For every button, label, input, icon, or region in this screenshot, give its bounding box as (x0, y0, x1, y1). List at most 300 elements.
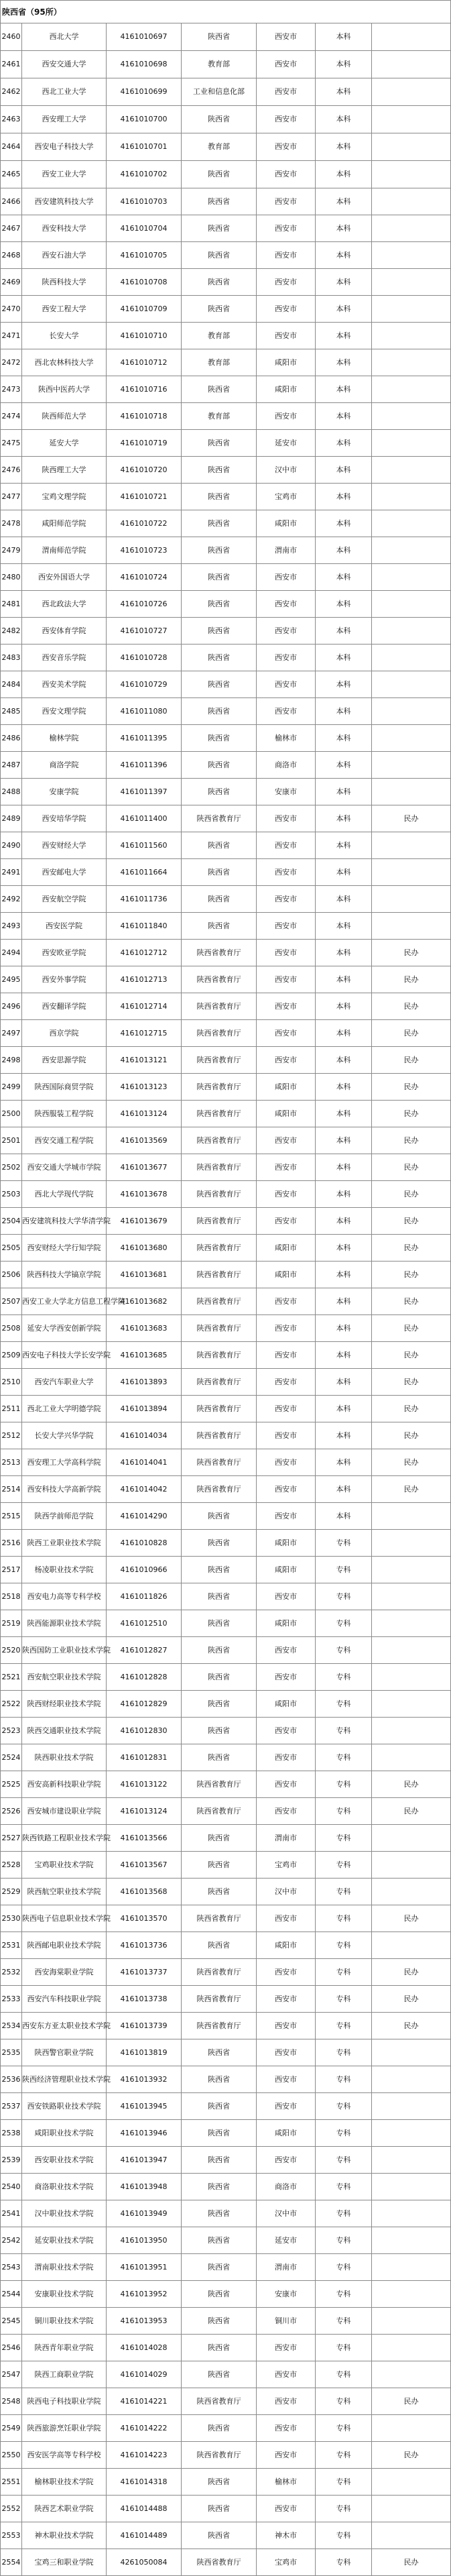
education-level-cell: 本科 (316, 698, 372, 725)
supervising-dept-cell: 陕西省教育厅 (182, 1396, 257, 1422)
city-cell: 咸阳市 (257, 376, 316, 403)
school-name-cell: 西安建筑科技大学 (22, 188, 107, 215)
remark-cell (372, 2093, 451, 2120)
education-level-cell: 本科 (316, 1208, 372, 1235)
supervising-dept-cell: 陕西省教育厅 (182, 1154, 257, 1181)
row-index-cell: 2535 (1, 2039, 22, 2066)
school-code-cell: 4161013739 (107, 2013, 182, 2039)
row-index-cell: 2476 (1, 457, 22, 484)
school-code-cell: 4161012830 (107, 1718, 182, 1744)
education-level-cell: 专科 (316, 1610, 372, 1637)
education-level-cell: 本科 (316, 1047, 372, 1074)
table-row (1, 1181, 451, 1208)
education-level-cell: 本科 (316, 457, 372, 484)
remark-cell (372, 1583, 451, 1610)
education-level-cell: 专科 (316, 2147, 372, 2174)
row-index-cell: 2480 (1, 564, 22, 591)
supervising-dept-cell: 陕西省 (182, 1744, 257, 1771)
remark-cell: 民办 (372, 1905, 451, 1932)
supervising-dept-cell: 陕西省 (182, 2066, 257, 2093)
remark-cell (372, 2147, 451, 2174)
table-row (1, 993, 451, 1020)
school-code-cell: 4161013677 (107, 1154, 182, 1181)
supervising-dept-cell: 陕西省 (182, 23, 257, 51)
supervising-dept-cell: 陕西省 (182, 618, 257, 645)
supervising-dept-cell: 陕西省 (182, 645, 257, 671)
supervising-dept-cell: 陕西省 (182, 671, 257, 698)
city-cell: 榆林市 (257, 2469, 316, 2496)
remark-cell (372, 1610, 451, 1637)
supervising-dept-cell: 陕西省 (182, 591, 257, 618)
school-name-cell: 西安科技大学高新学院 (22, 1476, 107, 1503)
school-code-cell: 4161010722 (107, 510, 182, 537)
city-cell: 汉中市 (257, 1879, 316, 1905)
supervising-dept-cell: 陕西省 (182, 2281, 257, 2308)
education-level-cell: 专科 (316, 2039, 372, 2066)
education-level-cell: 专科 (316, 2442, 372, 2469)
school-name-cell: 榆林学院 (22, 725, 107, 752)
school-name-cell: 渭南职业技术学院 (22, 2254, 107, 2281)
supervising-dept-cell: 陕西省 (182, 269, 257, 296)
remark-cell (372, 913, 451, 940)
row-index-cell: 2462 (1, 78, 22, 106)
school-code-cell: 4161013894 (107, 1396, 182, 1422)
row-index-cell: 2527 (1, 1825, 22, 1852)
city-cell: 西安市 (257, 133, 316, 161)
row-index-cell: 2482 (1, 618, 22, 645)
supervising-dept-cell: 陕西省 (182, 886, 257, 913)
city-cell: 西安市 (257, 1449, 316, 1476)
remark-cell (372, 1637, 451, 1664)
school-name-cell: 西安城市建设职业学院 (22, 1798, 107, 1825)
school-code-cell: 4161012715 (107, 1020, 182, 1047)
remark-cell (372, 1825, 451, 1852)
school-code-cell: 4161010702 (107, 161, 182, 188)
table-row (1, 2522, 451, 2549)
row-index-cell: 2533 (1, 1986, 22, 2013)
table-row (1, 1986, 451, 2013)
supervising-dept-cell: 陕西省教育厅 (182, 1235, 257, 1262)
city-cell: 咸阳市 (257, 2120, 316, 2147)
table-row (1, 1905, 451, 1932)
school-name-cell: 陕西国际商贸学院 (22, 1074, 107, 1101)
remark-cell: 民办 (372, 1074, 451, 1101)
row-index-cell: 2499 (1, 1074, 22, 1101)
school-code-cell: 4161011080 (107, 698, 182, 725)
table-row (1, 779, 451, 805)
school-code-cell: 4161014029 (107, 2361, 182, 2388)
supervising-dept-cell: 陕西省 (182, 2093, 257, 2120)
school-code-cell: 4161010721 (107, 484, 182, 510)
school-code-cell: 4161013568 (107, 1879, 182, 1905)
school-name-cell: 西安高新科技职业学院 (22, 1771, 107, 1798)
education-level-cell: 专科 (316, 2013, 372, 2039)
education-level-cell: 专科 (316, 1530, 372, 1557)
school-name-cell: 汉中职业技术学院 (22, 2200, 107, 2227)
remark-cell (372, 1557, 451, 1583)
remark-cell (372, 2174, 451, 2200)
row-index-cell: 2517 (1, 1557, 22, 1583)
supervising-dept-cell: 陕西省 (182, 698, 257, 725)
supervising-dept-cell: 陕西省 (182, 242, 257, 269)
education-level-cell: 专科 (316, 2415, 372, 2442)
school-name-cell: 陕西艺术职业学院 (22, 2496, 107, 2522)
supervising-dept-cell: 陕西省 (182, 1932, 257, 1959)
city-cell: 西安市 (257, 1315, 316, 1342)
remark-cell: 民办 (372, 1020, 451, 1047)
city-cell: 西安市 (257, 2066, 316, 2093)
supervising-dept-cell: 陕西省教育厅 (182, 1449, 257, 1476)
education-level-cell: 专科 (316, 2308, 372, 2335)
school-code-cell: 4161011395 (107, 725, 182, 752)
city-cell: 西安市 (257, 913, 316, 940)
row-index-cell: 2539 (1, 2147, 22, 2174)
city-cell: 西安市 (257, 805, 316, 832)
supervising-dept-cell: 陕西省 (182, 2308, 257, 2335)
row-index-cell: 2485 (1, 698, 22, 725)
supervising-dept-cell: 教育部 (182, 349, 257, 376)
school-code-cell: 4161014318 (107, 2469, 182, 2496)
row-index-cell: 2491 (1, 859, 22, 886)
row-index-cell: 2477 (1, 484, 22, 510)
school-name-cell: 延安大学 (22, 430, 107, 457)
table-row (1, 1127, 451, 1154)
remark-cell (372, 215, 451, 242)
school-name-cell: 西安理工大学高科学院 (22, 1449, 107, 1476)
city-cell: 西安市 (257, 2388, 316, 2415)
school-code-cell: 4161010709 (107, 296, 182, 323)
remark-cell (372, 2469, 451, 2496)
table-row (1, 1530, 451, 1557)
city-cell: 西安市 (257, 1047, 316, 1074)
city-cell: 西安市 (257, 1422, 316, 1449)
education-level-cell: 本科 (316, 296, 372, 323)
school-name-cell: 西安思源学院 (22, 1047, 107, 1074)
city-cell: 西安市 (257, 966, 316, 993)
table-row (1, 2335, 451, 2361)
supervising-dept-cell: 陕西省 (182, 2174, 257, 2200)
table-row (1, 1610, 451, 1637)
education-level-cell: 专科 (316, 1825, 372, 1852)
school-code-cell: 4161010703 (107, 188, 182, 215)
table-row (1, 2200, 451, 2227)
education-level-cell: 本科 (316, 269, 372, 296)
table-row (1, 564, 451, 591)
row-index-cell: 2542 (1, 2227, 22, 2254)
supervising-dept-cell: 陕西省 (182, 1852, 257, 1879)
supervising-dept-cell: 陕西省 (182, 161, 257, 188)
city-cell: 宝鸡市 (257, 2549, 316, 2576)
school-name-cell: 西安电子科技大学长安学院 (22, 1342, 107, 1369)
education-level-cell: 本科 (316, 242, 372, 269)
table-row (1, 2120, 451, 2147)
table-row (1, 725, 451, 752)
school-code-cell: 4161010728 (107, 645, 182, 671)
school-name-cell: 陕西经济管理职业技术学院 (22, 2066, 107, 2093)
school-name-cell: 陕西工商职业学院 (22, 2361, 107, 2388)
school-name-cell: 延安职业技术学院 (22, 2227, 107, 2254)
school-name-cell: 陕西理工大学 (22, 457, 107, 484)
table-row (1, 1798, 451, 1825)
remark-cell (372, 296, 451, 323)
table-row (1, 133, 451, 161)
school-name-cell: 宝鸡文理学院 (22, 484, 107, 510)
city-cell: 西安市 (257, 1154, 316, 1181)
remark-cell (372, 78, 451, 106)
row-index-cell: 2546 (1, 2335, 22, 2361)
school-code-cell: 4161014488 (107, 2496, 182, 2522)
school-code-cell: 4161011396 (107, 752, 182, 779)
supervising-dept-cell: 陕西省教育厅 (182, 1476, 257, 1503)
remark-cell (372, 832, 451, 859)
table-row (1, 2361, 451, 2388)
school-code-cell: 4161013893 (107, 1369, 182, 1396)
city-cell: 咸阳市 (257, 510, 316, 537)
school-name-cell: 延安大学西安创新学院 (22, 1315, 107, 1342)
school-name-cell: 西安医学高等专科学校 (22, 2442, 107, 2469)
supervising-dept-cell: 教育部 (182, 323, 257, 349)
supervising-dept-cell: 陕西省 (182, 564, 257, 591)
supervising-dept-cell: 陕西省 (182, 1530, 257, 1557)
supervising-dept-cell: 陕西省教育厅 (182, 1959, 257, 1986)
remark-cell (372, 2200, 451, 2227)
supervising-dept-cell: 陕西省 (182, 1637, 257, 1664)
row-index-cell: 2519 (1, 1610, 22, 1637)
row-index-cell: 2540 (1, 2174, 22, 2200)
remark-cell: 民办 (372, 1798, 451, 1825)
education-level-cell: 本科 (316, 1235, 372, 1262)
education-level-cell: 本科 (316, 1342, 372, 1369)
row-index-cell: 2520 (1, 1637, 22, 1664)
supervising-dept-cell: 教育部 (182, 133, 257, 161)
education-level-cell: 本科 (316, 1288, 372, 1315)
city-cell: 延安市 (257, 2227, 316, 2254)
education-level-cell: 本科 (316, 323, 372, 349)
education-level-cell: 本科 (316, 1020, 372, 1047)
city-cell: 榆林市 (257, 725, 316, 752)
table-row (1, 1342, 451, 1369)
row-index-cell: 2490 (1, 832, 22, 859)
row-index-cell: 2534 (1, 2013, 22, 2039)
education-level-cell: 本科 (316, 966, 372, 993)
supervising-dept-cell: 陕西省 (182, 215, 257, 242)
school-code-cell: 4161010726 (107, 591, 182, 618)
supervising-dept-cell: 陕西省教育厅 (182, 1771, 257, 1798)
school-code-cell: 4161012510 (107, 1610, 182, 1637)
supervising-dept-cell: 陕西省 (182, 1879, 257, 1905)
supervising-dept-cell: 陕西省教育厅 (182, 1422, 257, 1449)
table-row (1, 1852, 451, 1879)
school-code-cell: 4161010723 (107, 537, 182, 564)
education-level-cell: 本科 (316, 23, 372, 51)
education-level-cell: 专科 (316, 2281, 372, 2308)
row-index-cell: 2528 (1, 1852, 22, 1879)
remark-cell (372, 671, 451, 698)
education-level-cell: 本科 (316, 484, 372, 510)
education-level-cell: 专科 (316, 1557, 372, 1583)
remark-cell (372, 2066, 451, 2093)
school-name-cell: 西安医学院 (22, 913, 107, 940)
remark-cell (372, 1691, 451, 1718)
city-cell: 西安市 (257, 1288, 316, 1315)
row-index-cell: 2507 (1, 1288, 22, 1315)
supervising-dept-cell: 陕西省 (182, 188, 257, 215)
row-index-cell: 2487 (1, 752, 22, 779)
supervising-dept-cell: 陕西省 (182, 1691, 257, 1718)
education-level-cell: 本科 (316, 1422, 372, 1449)
remark-cell: 民办 (372, 1262, 451, 1288)
remark-cell (372, 2039, 451, 2066)
row-index-cell: 2486 (1, 725, 22, 752)
remark-cell: 民办 (372, 1342, 451, 1369)
table-row (1, 1369, 451, 1396)
row-index-cell: 2474 (1, 403, 22, 430)
row-index-cell: 2460 (1, 23, 22, 51)
education-level-cell: 本科 (316, 510, 372, 537)
school-code-cell: 4161013947 (107, 2147, 182, 2174)
remark-cell (372, 2496, 451, 2522)
supervising-dept-cell: 陕西省教育厅 (182, 1101, 257, 1127)
table-row (1, 1879, 451, 1905)
supervising-dept-cell: 陕西省 (182, 430, 257, 457)
table-row (1, 1771, 451, 1798)
city-cell: 西安市 (257, 1905, 316, 1932)
education-level-cell: 本科 (316, 133, 372, 161)
table-row (1, 1422, 451, 1449)
table-row (1, 430, 451, 457)
row-index-cell: 2512 (1, 1422, 22, 1449)
supervising-dept-cell: 陕西省教育厅 (182, 2013, 257, 2039)
education-level-cell: 专科 (316, 1744, 372, 1771)
school-code-cell: 4161010718 (107, 403, 182, 430)
row-index-cell: 2493 (1, 913, 22, 940)
supervising-dept-cell: 陕西省 (182, 510, 257, 537)
education-level-cell: 本科 (316, 1154, 372, 1181)
school-name-cell: 西安海棠职业学院 (22, 1959, 107, 1986)
supervising-dept-cell: 陕西省教育厅 (182, 1288, 257, 1315)
table-row (1, 2039, 451, 2066)
school-name-cell: 西安电子科技大学 (22, 133, 107, 161)
city-cell: 西安市 (257, 671, 316, 698)
school-code-cell: 4161013121 (107, 1047, 182, 1074)
table-row (1, 805, 451, 832)
school-code-cell: 4161013124 (107, 1798, 182, 1825)
school-code-cell: 4161013123 (107, 1074, 182, 1101)
table-row (1, 2066, 451, 2093)
remark-cell (372, 2522, 451, 2549)
row-index-cell: 2505 (1, 1235, 22, 1262)
school-name-cell: 西安汽车职业大学 (22, 1369, 107, 1396)
school-name-cell: 咸阳师范学院 (22, 510, 107, 537)
education-level-cell: 本科 (316, 78, 372, 106)
remark-cell (372, 2361, 451, 2388)
remark-cell: 民办 (372, 1288, 451, 1315)
school-name-cell: 陕西警官职业学院 (22, 2039, 107, 2066)
education-level-cell: 本科 (316, 188, 372, 215)
supervising-dept-cell: 陕西省 (182, 2522, 257, 2549)
school-code-cell: 4161010700 (107, 106, 182, 133)
city-cell: 咸阳市 (257, 1932, 316, 1959)
city-cell: 西安市 (257, 403, 316, 430)
row-index-cell: 2526 (1, 1798, 22, 1825)
school-code-cell: 4161010724 (107, 564, 182, 591)
supervising-dept-cell: 陕西省教育厅 (182, 1986, 257, 2013)
city-cell: 西安市 (257, 1396, 316, 1422)
school-name-cell: 陕西财经职业技术学院 (22, 1691, 107, 1718)
city-cell: 西安市 (257, 269, 316, 296)
city-cell: 西安市 (257, 188, 316, 215)
city-cell: 西安市 (257, 2442, 316, 2469)
table-row (1, 2227, 451, 2254)
education-level-cell: 专科 (316, 1932, 372, 1959)
education-level-cell: 专科 (316, 2469, 372, 2496)
school-name-cell: 陕西工业职业技术学院 (22, 1530, 107, 1557)
remark-cell (372, 2308, 451, 2335)
school-name-cell: 陕西服装工程学院 (22, 1101, 107, 1127)
table-row (1, 832, 451, 859)
school-code-cell: 4161012829 (107, 1691, 182, 1718)
table-row (1, 1664, 451, 1691)
education-level-cell: 专科 (316, 1879, 372, 1905)
school-code-cell: 4161013685 (107, 1342, 182, 1369)
table-row (1, 1583, 451, 1610)
school-name-cell: 西安理工大学 (22, 106, 107, 133)
remark-cell (372, 1852, 451, 1879)
school-code-cell: 4161012712 (107, 940, 182, 966)
city-cell: 西安市 (257, 2147, 316, 2174)
row-index-cell: 2547 (1, 2361, 22, 2388)
city-cell: 渭南市 (257, 1825, 316, 1852)
supervising-dept-cell: 陕西省 (182, 376, 257, 403)
city-cell: 商洛市 (257, 2174, 316, 2200)
supervising-dept-cell: 陕西省 (182, 859, 257, 886)
school-code-cell: 4161010719 (107, 430, 182, 457)
school-name-cell: 西京学院 (22, 1020, 107, 1047)
remark-cell (372, 859, 451, 886)
city-cell: 咸阳市 (257, 1101, 316, 1127)
table-row (1, 645, 451, 671)
row-index-cell: 2489 (1, 805, 22, 832)
school-name-cell: 宝鸡三和职业学院 (22, 2549, 107, 2576)
remark-cell: 民办 (372, 2442, 451, 2469)
school-name-cell: 西安职业技术学院 (22, 2147, 107, 2174)
supervising-dept-cell: 陕西省教育厅 (182, 1342, 257, 1369)
table-row (1, 1959, 451, 1986)
school-code-cell: 4161013948 (107, 2174, 182, 2200)
table-row (1, 376, 451, 403)
school-name-cell: 西安电力高等专科学校 (22, 1583, 107, 1610)
supervising-dept-cell: 陕西省 (182, 725, 257, 752)
row-index-cell: 2479 (1, 537, 22, 564)
school-code-cell: 4161014223 (107, 2442, 182, 2469)
row-index-cell: 2497 (1, 1020, 22, 1047)
school-name-cell: 陕西交通职业技术学院 (22, 1718, 107, 1744)
table-row (1, 510, 451, 537)
city-cell: 西安市 (257, 1369, 316, 1396)
supervising-dept-cell: 陕西省教育厅 (182, 805, 257, 832)
school-name-cell: 西北大学 (22, 23, 107, 51)
city-cell: 西安市 (257, 591, 316, 618)
row-index-cell: 2484 (1, 671, 22, 698)
city-cell: 西安市 (257, 1744, 316, 1771)
school-name-cell: 西安体育学院 (22, 618, 107, 645)
supervising-dept-cell: 陕西省 (182, 779, 257, 805)
remark-cell: 民办 (372, 805, 451, 832)
row-index-cell: 2544 (1, 2281, 22, 2308)
remark-cell (372, 1879, 451, 1905)
school-name-cell: 陕西科技大学 (22, 269, 107, 296)
city-cell: 西安市 (257, 78, 316, 106)
